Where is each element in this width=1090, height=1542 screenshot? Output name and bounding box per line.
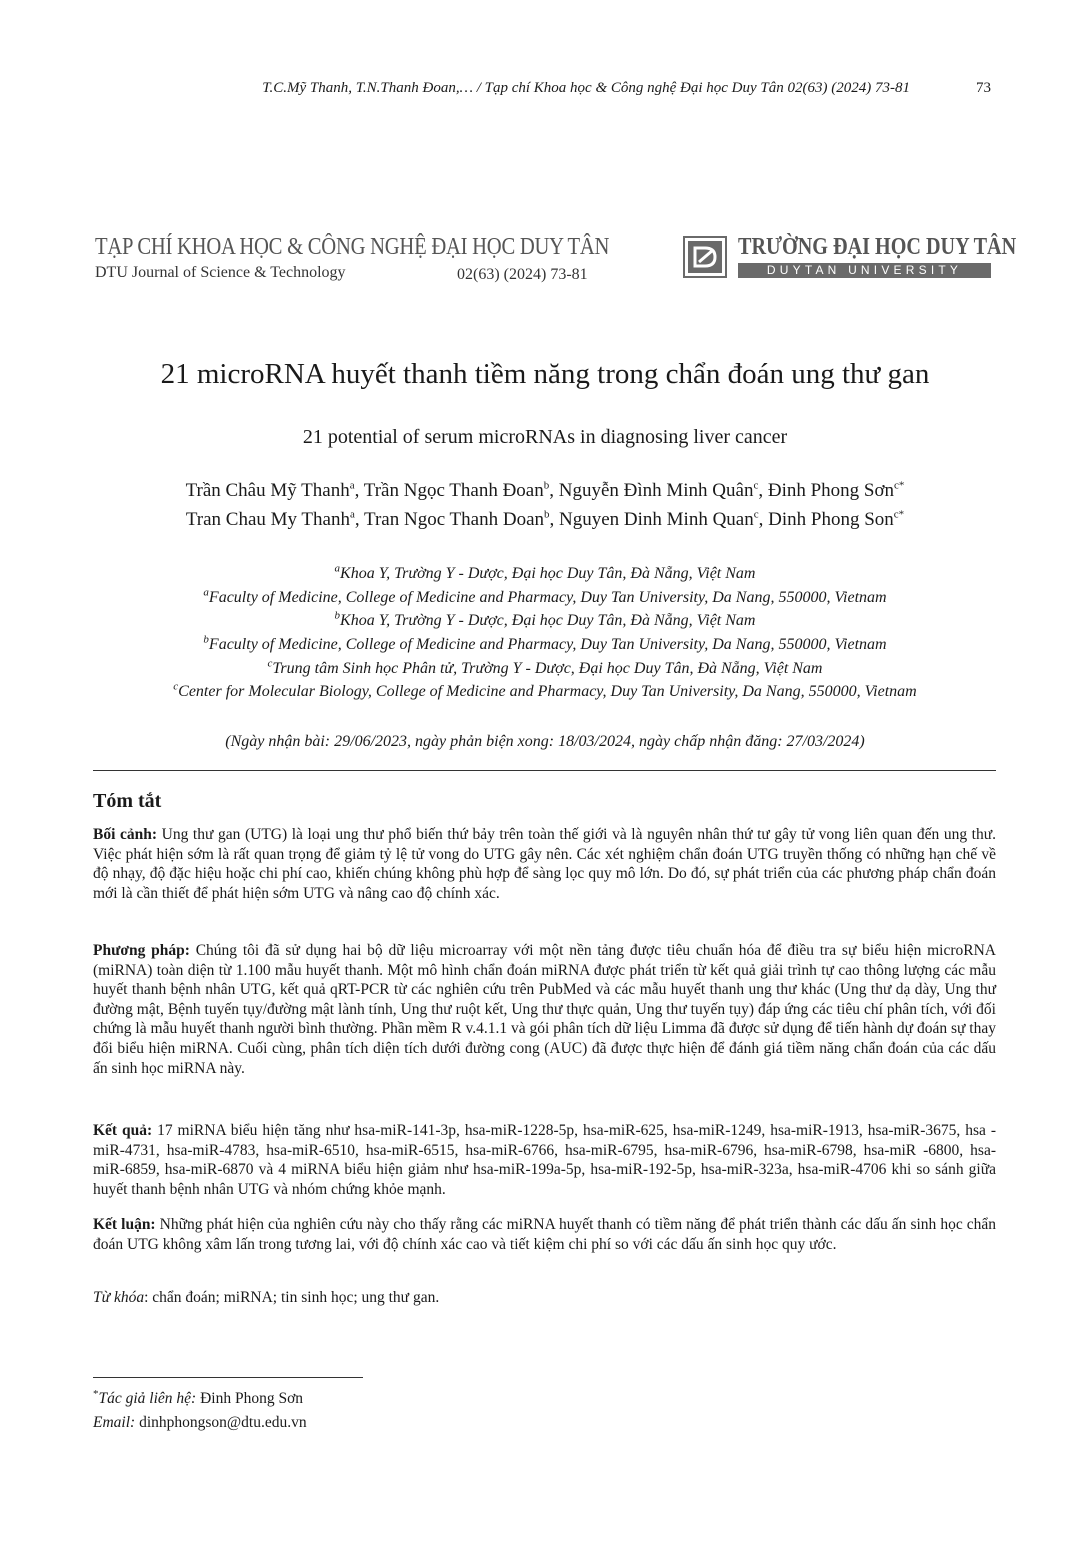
- author-sep: ,: [354, 480, 364, 501]
- footnote-divider: [93, 1377, 363, 1378]
- corresponding-email: [93, 1414, 307, 1432]
- affiliation: [0, 633, 1090, 654]
- affiliation: [0, 586, 1090, 607]
- affiliation-sup: c: [267, 657, 273, 670]
- contact-name: Đinh Phong Sơn: [200, 1390, 304, 1407]
- contact-label: Tác giả liên hệ:: [98, 1390, 197, 1407]
- author-sup: c*: [894, 479, 905, 492]
- author-name: Trần Ngọc Thanh Đoan: [363, 480, 544, 501]
- journal-issue: 02(63) (2024) 73-81: [457, 266, 588, 283]
- affiliation: [0, 562, 1090, 583]
- background-text: Ung thư gan (UTG) là loại ung thư phổ biến thứ bảy trên toàn thế giới và là nguyên nhân thứ tư gây tử vong liên quan đến ung thư. Việc phát hiện sớm là rất quan trọng để giảm tỷ lệ tử vong do UTG gây nên. Các xét nghiệm chẩn đoán UTG truyền thống có những hạn chế về độ nhạy, độ đặc hiệu hoặc chi phí cao, khiến chúng không phù hợp để sàng lọc quy mô lớn. Do đó, sự phát triển của các phương pháp chẩn đoán mới là cần thiết để phát hiện sớm UTG và nâng cao độ chính xác.: [93, 826, 997, 902]
- author-name: Trần Châu Mỹ Thanh: [185, 480, 350, 501]
- author-sup: a: [349, 479, 355, 492]
- page-number: 73: [976, 80, 991, 96]
- affiliation-text: Faculty of Medicine, College of Medicine and Pharmacy, Duy Tan University, Da Nang, 550000, Vietnam: [208, 589, 887, 606]
- article-title: 21 microRNA huyết thanh tiềm năng trong chẩn đoán ung thư gan: [160, 358, 930, 390]
- abstract-methods: [93, 941, 996, 1078]
- results-label: Kết quả:: [93, 1122, 153, 1139]
- author-sup: b: [543, 479, 550, 492]
- conclusion-label: Kết luận:: [93, 1216, 156, 1233]
- affiliation-sup: b: [203, 633, 209, 646]
- email-label: Email:: [93, 1414, 136, 1431]
- journal-name-en: DTU Journal of Science & Technology: [95, 264, 346, 281]
- journal-name-vn: TẠP CHÍ KHOA HỌC & CÔNG NGHỆ ĐẠI HỌC DUY TÂN: [95, 234, 610, 260]
- footnote-star: *: [93, 1387, 99, 1400]
- keywords-label: Từ khóa: [93, 1289, 145, 1306]
- authors-en: [0, 509, 1090, 531]
- results-text: 17 miRNA biểu hiện tăng như hsa-miR-141-3p, hsa-miR-1228-5p, hsa-miR-625, hsa-miR-1249, hsa-miR-1913, hsa-miR-3675, hsa -miR-4731, hsa-miR-4783, hsa-miR-6510, hsa-miR-6515, hsa-miR-6766, hsa-miR-6795, hsa-miR-6796, hsa-miR-6798, hsa-miR -6800, hsa-miR-6859, hsa-miR-6870 và 4 miRNA biểu hiện giảm như hsa-miR-199a-5p, hsa-miR-192-5p, hsa-miR-323a, hsa-miR-4706 khi so sánh giữa huyết thanh bệnh nhân UTG và nhóm chứng khỏe mạnh.: [93, 1122, 996, 1198]
- author-sup: c: [753, 508, 759, 521]
- abstract-conclusion: [93, 1215, 996, 1254]
- article-subtitle: 21 potential of serum microRNAs in diagnosing liver cancer: [302, 426, 788, 448]
- affiliation-text: Center for Molecular Biology, College of Medicine and Pharmacy, Duy Tan University, Da Nang, 550000, Vietnam: [178, 683, 917, 700]
- author-name: Nguyen Dinh Minh Quan: [559, 509, 754, 530]
- keywords-text: : chẩn đoán; miRNA; tin sinh học; ung thư gan.: [144, 1289, 440, 1306]
- author-name: Tran Chau My Thanh: [185, 509, 350, 530]
- author-name: Đinh Phong Sơn: [767, 480, 895, 501]
- author-name: Nguyễn Đình Minh Quân: [558, 480, 754, 501]
- author-sep: ,: [549, 480, 559, 501]
- affiliation-sup: c: [173, 680, 179, 693]
- author-sup: c: [753, 479, 759, 492]
- affiliation-text: Khoa Y, Trường Y - Dược, Đại học Duy Tân, Đà Nẵng, Việt Nam: [340, 612, 756, 629]
- author-sup: c*: [893, 508, 905, 521]
- abstract-keywords: [93, 1288, 996, 1308]
- affiliation: [0, 680, 1090, 701]
- abstract-heading: Tóm tắt: [93, 790, 162, 812]
- email-text[interactable]: dinhphongson@dtu.edu.vn: [139, 1414, 307, 1431]
- abstract-background: [93, 825, 996, 903]
- affiliation-text: Trung tâm Sinh học Phân tử, Trường Y - Dược, Đại học Duy Tân, Đà Nẵng, Việt Nam: [272, 660, 823, 677]
- logo-university-name: TRƯỜNG ĐẠI HỌC DUY TÂN: [738, 234, 1017, 260]
- affiliation-text: Khoa Y, Trường Y - Dược, Đại học Duy Tân, Đà Nẵng, Việt Nam: [340, 565, 756, 582]
- affiliation-text: Faculty of Medicine, College of Medicine and Pharmacy, Duy Tan University, Da Nang, 550000, Vietnam: [208, 636, 887, 653]
- affiliation-sup: a: [203, 586, 209, 599]
- author-sep: ,: [758, 480, 768, 501]
- author-sup: b: [544, 508, 550, 521]
- author-sep: ,: [354, 509, 365, 530]
- methods-text: Chúng tôi đã sử dụng hai bộ dữ liệu microarray với một nền tảng được tiêu chuẩn hóa để điều tra sự biểu hiện microRNA (miRNA) toàn diện từ 1.100 mẫu huyết thanh. Một mô hình chẩn đoán miRNA được phát triển từ kết quả giải trình tự cao thông lượng các mẫu huyết thanh bệnh nhân UTG, kết quả qRT-PCR từ các nghiên cứu trên PubMed và các mẫu huyết thanh ung thư khác (Ung thư dạ dày, Ung thư đường mật, Bệnh tuyến tụy/đường mật lành tính, Ung thư ruột kết, Ung thư thực quản, Ung thư tuyến tụy) đáp ứng các tiêu chí phân tích, với đối chứng là mẫu huyết thanh người bình thường. Phần mềm R v.4.1.1 và gói phân tích dữ liệu Limma đã được sử dụng để tiến hành dự đoán sự thay đổi biểu hiện miRNA. Cuối cùng, phân tích diện tích dưới đường cong (AUC) đã được thực hiện để đánh giá tiềm năng chẩn đoán của các dấu ấn sinh học miRNA này.: [93, 942, 997, 1077]
- article-dates: (Ngày nhận bài: 29/06/2023, ngày phản biện xong: 18/03/2024, ngày chấp nhận đăng: 27/03/2024): [225, 733, 865, 750]
- abstract-results: [93, 1121, 996, 1199]
- methods-label: Phương pháp:: [93, 942, 190, 959]
- corresponding-author: [93, 1387, 304, 1408]
- author-name: Dinh Phong Son: [768, 509, 894, 530]
- author-sep: ,: [758, 509, 769, 530]
- authors-vn: [0, 480, 1090, 502]
- affiliation: [0, 609, 1090, 630]
- author-sup: a: [349, 508, 355, 521]
- university-emblem-icon: [683, 236, 727, 278]
- divider: [93, 770, 996, 771]
- background-label: Bối cảnh:: [93, 826, 158, 843]
- running-head: T.C.Mỹ Thanh, T.N.Thanh Đoan,… / Tạp chí Khoa học & Công nghệ Đại học Duy Tân 02(63) (2024) 73-81: [262, 80, 910, 96]
- affiliation: [0, 657, 1090, 678]
- affiliation-sup: a: [334, 562, 341, 575]
- author-sep: ,: [549, 509, 559, 530]
- conclusion-text: Những phát hiện của nghiên cứu này cho thấy rằng các miRNA huyết thanh có tiềm năng để phát triển thành các dấu ấn sinh học chẩn đoán UTG không xâm lấn trong tương lai, với độ chính xác cao và tiết kiệm chi phí so với các dấu ấn sinh học quy ước.: [93, 1216, 997, 1253]
- affiliation-sup: b: [334, 609, 341, 622]
- author-name: Tran Ngoc Thanh Doan: [364, 509, 544, 530]
- logo-university-band: DUYTAN UNIVERSITY: [738, 263, 991, 278]
